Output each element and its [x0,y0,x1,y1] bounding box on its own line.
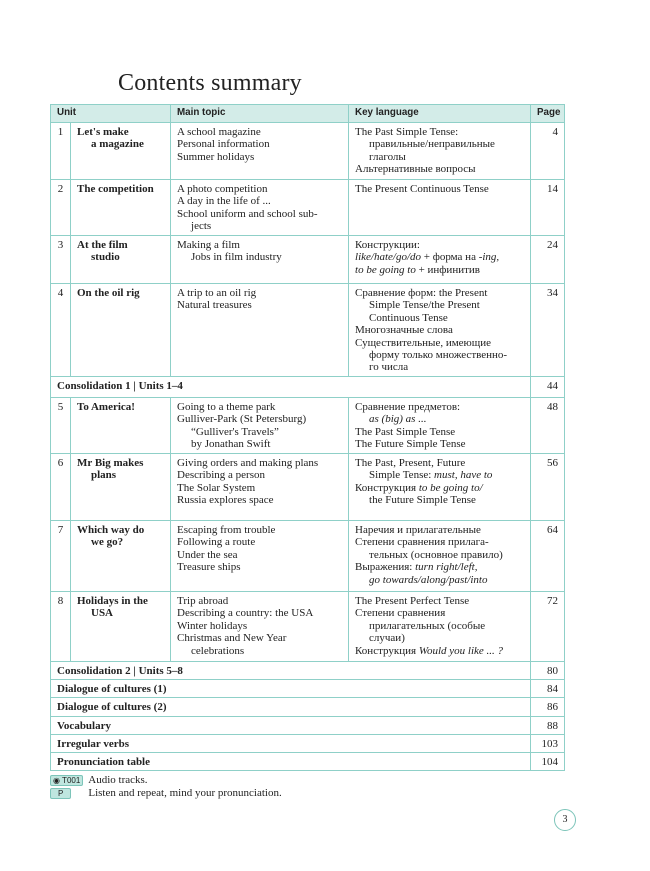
text-line: The Present Continuous Tense [355,183,489,195]
text-line: правильные/неправильные [369,138,495,151]
text-line: Going to a theme park [177,401,276,413]
text-line: Describing a country: the USA [177,607,314,620]
text-line: School uniform and school sub- [177,207,318,220]
text-line [355,413,524,425]
text-line [355,574,524,586]
page-ref: 86 [531,698,565,717]
page-ref: 103 [531,735,565,753]
text-line: Степени сравнения [355,607,446,620]
text-line: The Past, Present, Future [355,457,466,469]
text-line: by Jonathan Swift [191,438,271,451]
text-line: Treasure ships [177,561,241,574]
text-segment: + инфинитив [415,263,480,276]
section-row [51,680,565,698]
text-line: Following a route [177,536,256,549]
unit-name [71,521,171,592]
text-line: Let's make [77,126,129,138]
text-segment: as (big) as ... [369,413,427,426]
page-ref: 14 [531,180,565,236]
section-title: Dialogue of cultures (1) [51,680,531,698]
text-line: тельных (основное правило) [369,548,503,561]
legend-text: Audio tracks. [88,774,148,786]
page-ref: 72 [531,592,565,662]
page-ref: 24 [531,236,565,284]
text-line: studio [91,251,120,264]
contents-table [50,104,565,771]
text-segment: must, have to [434,469,493,482]
text-line: Jobs in film industry [191,251,282,264]
text-line: The Future Simple Tense [355,438,466,451]
main-topic [171,180,349,236]
section-row [51,735,565,753]
text-line: Сравнение предметов: [355,401,461,413]
text-line: Making a film [177,239,240,251]
text-segment: -ing, [478,251,500,264]
unit-row [51,236,565,284]
page-ref: 104 [531,753,565,771]
content [50,104,564,800]
text-line: A trip to an oil rig [177,287,257,299]
section-row [51,662,565,680]
unit-number: 5 [51,398,71,454]
unit-number: 8 [51,592,71,662]
text-line: USA [91,607,114,620]
text-segment: Simple Tense: [369,469,435,482]
text-line [355,645,524,657]
unit-row [51,284,565,377]
page-ref: 48 [531,398,565,454]
text-line: a magazine [91,138,144,151]
key-language [349,180,531,236]
text-line: A day in the life of ... [177,195,271,208]
text-line: Personal information [177,138,270,151]
header-key-language: Key language [349,105,531,123]
page-ref: 80 [531,662,565,680]
text-line: случаи) [369,632,405,645]
main-topic [171,236,349,284]
main-topic [171,284,349,377]
page-title: Contents summary [118,70,302,96]
unit-name [71,180,171,236]
text-line: Степени сравнения прилага- [355,536,489,549]
text-segment: to be going to/ [418,481,483,494]
header-page: Page [531,105,565,123]
unit-number: 2 [51,180,71,236]
text-line: plans [91,469,117,482]
text-line [355,251,524,263]
text-segment: like/hate/go/do [355,251,421,264]
page-ref: 88 [531,717,565,735]
text-line: Summer holidays [177,150,255,163]
key-language [349,284,531,377]
text-line: форму только множественно- [369,349,508,362]
page-ref: 4 [531,123,565,180]
pronunciation-badge-icon: P [50,788,71,799]
text-line: Holidays in the [77,595,148,607]
text-line: Russia explores space [177,494,274,507]
text-line: прилагательных (особые [369,619,486,632]
unit-row [51,123,565,180]
text-line: Which way do [77,524,145,536]
unit-row [51,592,565,662]
page-ref: 44 [531,377,565,398]
text-line: го числа [369,361,409,374]
key-language [349,123,531,180]
legend-text: Listen and repeat, mind your pronunciation. [88,787,282,799]
text-segment: to be going to [355,263,416,276]
text-line: Многозначные слова [355,324,453,337]
text-line: Natural treasures [177,299,252,312]
unit-name [71,592,171,662]
text-line: The Present Perfect Tense [355,595,470,607]
text-line: On the oil rig [77,287,140,299]
section-row [51,753,565,771]
key-language [349,521,531,592]
text-line: To America! [77,401,135,413]
unit-name [71,398,171,454]
text-line: The Past Simple Tense [355,425,456,438]
text-line: Mr Big makes [77,457,144,469]
text-line: The Past Simple Tense: [355,126,459,138]
text-line: The competition [77,183,154,195]
text-line: Trip abroad [177,595,229,607]
main-topic [171,592,349,662]
section-title: Dialogue of cultures (2) [51,698,531,717]
main-topic [171,398,349,454]
text-segment: go towards/along/past/into [369,573,488,586]
section-row [51,377,565,398]
unit-row [51,398,565,454]
text-line: Continuous Tense [369,311,448,324]
unit-number: 1 [51,123,71,180]
key-language [349,236,531,284]
section-title: Consolidation 1 | Units 1–4 [51,377,531,398]
text-segment: Выражения: [355,561,416,574]
page-ref: 56 [531,454,565,521]
page-number: 3 [554,809,576,831]
legend-audio [50,774,564,787]
text-line: Существительные, имеющие [355,336,492,349]
legend-pronunciation [50,787,564,800]
text-line: глаголы [369,150,406,163]
unit-number: 6 [51,454,71,521]
unit-number: 3 [51,236,71,284]
unit-name [71,454,171,521]
text-line [355,561,524,573]
main-topic [171,454,349,521]
text-line: Christmas and New Year [177,632,287,645]
unit-number: 7 [51,521,71,592]
unit-row [51,454,565,521]
text-segment: Would you like ... ? [418,644,504,657]
unit-name [71,284,171,377]
unit-name [71,236,171,284]
section-title: Vocabulary [51,717,531,735]
text-line: jects [191,220,212,233]
section-title: Pronunciation table [51,753,531,771]
text-line: “Gulliver's Travels” [191,425,279,438]
header-unit: Unit [51,105,171,123]
header-topic: Main topic [171,105,349,123]
text-line: Describing a person [177,469,265,482]
text-line: Giving orders and making plans [177,457,319,469]
text-line: The Solar System [177,481,256,494]
text-line: celebrations [191,644,245,657]
unit-number: 4 [51,284,71,377]
text-line: At the film [77,239,128,251]
text-line: Сравнение форм: the Present [355,287,488,299]
text-line [355,482,524,494]
text-segment: turn right/left, [415,561,478,574]
key-language [349,398,531,454]
section-row [51,717,565,735]
text-line: Under the sea [177,548,238,561]
page-ref: 34 [531,284,565,377]
text-line: Наречия и прилагательные [355,524,481,536]
text-line: Escaping from trouble [177,524,276,536]
audio-track-badge-icon: ◉ T001 [50,775,83,786]
main-topic [171,521,349,592]
page-ref: 84 [531,680,565,698]
main-topic [171,123,349,180]
text-line: we go? [91,536,124,549]
text-line: Simple Tense/the Present [369,299,480,312]
section-title: Irregular verbs [51,735,531,753]
text-segment: + форма на [421,251,479,264]
text-segment: Конструкция [355,644,419,657]
key-language [349,454,531,521]
section-row [51,698,565,717]
unit-row [51,521,565,592]
unit-row [51,180,565,236]
text-line: A photo competition [177,183,268,195]
text-line: Winter holidays [177,619,248,632]
text-line: the Future Simple Tense [369,494,476,507]
page-ref: 64 [531,521,565,592]
text-line: Конструкции: [355,239,420,251]
text-line [355,264,524,276]
text-line: Gulliver-Park (St Petersburg) [177,413,307,426]
text-line [355,469,524,481]
text-segment: Конструкция [355,481,419,494]
text-line: Альтернативные вопросы [355,163,476,176]
text-line: A school magazine [177,126,261,138]
table-header [51,105,565,123]
key-language [349,592,531,662]
unit-name [71,123,171,180]
section-title: Consolidation 2 | Units 5–8 [51,662,531,680]
